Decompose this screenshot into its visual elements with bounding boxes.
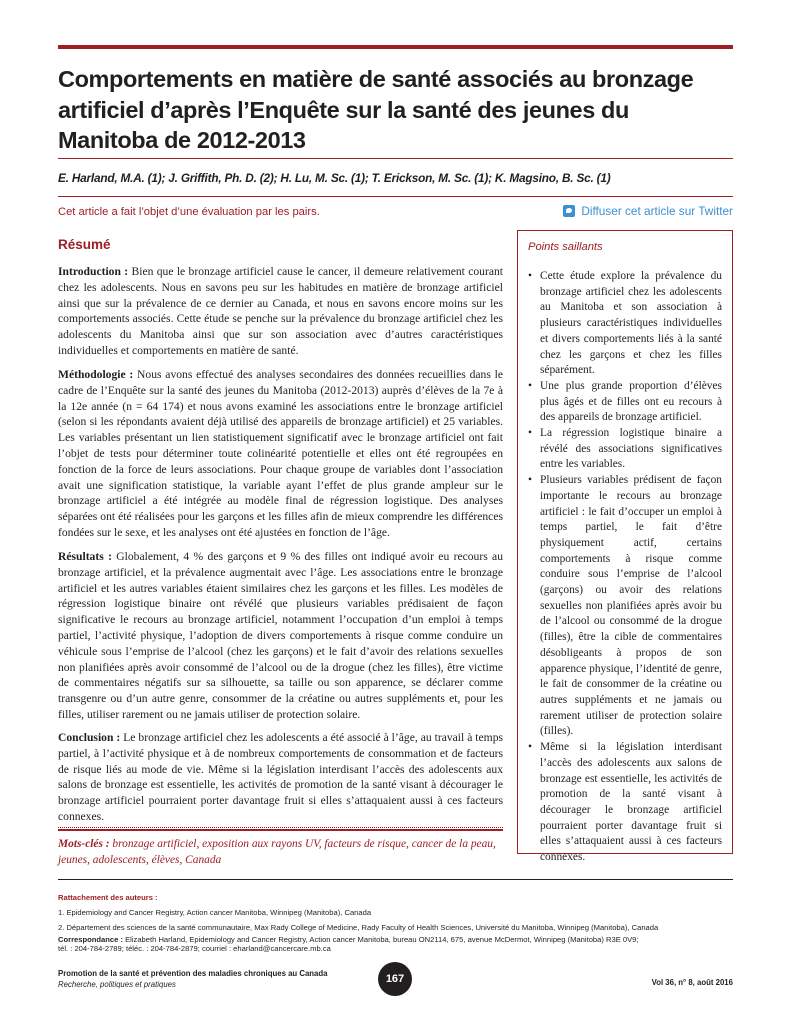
keywords-text: bronzage artificiel, exposition aux rayons UV, facteurs de risque, cancer de la peau, jeunes, adolescents, élèves, Canada xyxy=(58,838,496,866)
abstract-conclusion xyxy=(58,730,503,825)
journal-subtitle: Recherche, politiques et pratiques xyxy=(58,979,176,989)
affiliations-heading: Rattachement des auteurs : xyxy=(58,893,158,902)
top-rule xyxy=(58,45,733,49)
highlight-item: • La régression logistique binaire a révélé des associations significatives entre les variables. xyxy=(528,426,722,473)
highlights-box xyxy=(517,230,733,864)
abstract-introduction xyxy=(58,264,503,359)
journal-name: Promotion de la santé et prévention des maladies chroniques au Canada xyxy=(58,969,328,978)
methodology-lead: Méthodologie : xyxy=(58,368,134,381)
highlight-item: • Cette étude explore la prévalence du bronzage artificiel chez les adolescents au Manitoba et son association à plusieurs caractéristiques individuelles et divers comportements liés à la santé chez les garçons et chez les filles séparément. xyxy=(528,269,722,379)
correspondence-contact: tél. : 204-784-2789; téléc. : 204-784-2879; courriel : eharland@cancercare.mb.ca xyxy=(58,944,331,953)
affiliation-1: 1. Epidemiology and Cancer Registry, Action cancer Manitoba, Winnipeg (Manitoba), Canada xyxy=(58,908,372,917)
peer-review-note: Cet article a fait l’objet d’une évaluation par les pairs. xyxy=(58,206,320,218)
footer-journal xyxy=(58,969,328,990)
highlight-item: • Même si la législation interdisant l’accès des adolescents aux salons de bronzage est essentielle, les activités de promotion de la santé visant à décourager le bronzage artificiel pourraient porter davantage fruit si elles s’attaquaient aussi à ces facteurs connexes. xyxy=(528,740,722,866)
volume-info: Vol 36, n° 8, août 2016 xyxy=(651,978,733,987)
correspondence-lead: Correspondance : xyxy=(58,935,123,944)
methodology-text: Nous avons effectué des analyses secondaires des données recueillies dans le cadre de l’Enquête sur la santé des jeunes du Manitoba (2012-2013) auprès d’élèves de la 7e à la 12e année (n = 64 174) et nous avons examiné les associations entre le bronzage artificiel (selon si les répondants avaient déjà utilisé des appareils de bronzage artificiel) et 25 variables. Les variables présentant un lien statistiquement significatif avec le bronzage artificiel ont fait l’objet de tests pour déterminer toute colinéarité potentielle et elles ont été regroupées en fonction de la force de leurs associations. Pour chaque groupe de variables dont l’association avait une signification statistique, la variable ayant l’effet de plus grande ampleur sur le bronzage artificiel a été intégrée au modèle final de régression logistique. Des analyses séparées ont été réalisées pour les garçons et les filles afin de mieux comprendre les différences fondées sur le sexe, et les analyses ont été ajustées en fonction de l’âge. xyxy=(58,368,503,539)
article-title: Comportements en matière de santé associés au bronzage artificiel d’après l’Enquête sur la santé des jeunes du Manitoba de 2012-2013 xyxy=(58,66,694,153)
page-number: 167 xyxy=(378,962,412,996)
twitter-share-link[interactable] xyxy=(563,204,733,218)
results-lead: Résultats : xyxy=(58,550,112,563)
twitter-icon xyxy=(563,205,575,217)
introduction-lead: Introduction : xyxy=(58,265,129,278)
conclusion-lead: Conclusion : xyxy=(58,731,121,744)
author-affiliations xyxy=(58,893,733,953)
correspondence-text: Elizabeth Harland, Epidemiology and Cancer Registry, Action cancer Manitoba, bureau ON2114, 675, avenue McDermot, Winnipeg (Manitoba) R3E 0V9; xyxy=(122,935,639,944)
title-divider xyxy=(58,158,733,159)
highlight-item: • Une plus grande proportion d’élèves plus âgés et de filles ont eu recours à des appareils de bronzage artificiel. xyxy=(528,379,722,426)
conclusion-text: Le bronzage artificiel chez les adolescents a été associé à l’âge, au travail à temps partiel, à l’activité physique et à de nombreux comportements de consommation et de facteurs de risque liés au mode de vie. Même si la législation interdisant l’accès des adolescents aux salons de bronzage est essentielle, les activités de promotion de la santé visant à décourager le bronzage artificiel pourraient porter davantage fruit si elles s’attaquaient aussi à ces facteurs connexes. xyxy=(58,731,504,823)
affiliation-2: 2. Département des sciences de la santé communautaire, Max Rady College of Medicine, Rady Faculty of Health Sciences, Université du Manitoba, Winnipeg (Manitoba), Canada xyxy=(58,923,659,932)
abstract-results xyxy=(58,549,503,723)
keywords xyxy=(58,829,503,868)
author-list: E. Harland, M.A. (1); J. Griffith, Ph. D. (2); H. Lu, M. Sc. (1); T. Erickson, M. Sc. (1); K. Magsino, B. Sc. (1) xyxy=(58,171,611,185)
twitter-share-label: Diffuser cet article sur Twitter xyxy=(581,204,733,218)
highlights-title: Points saillants xyxy=(528,241,603,253)
results-text: Globalement, 4 % des garçons et 9 % des filles ont indiqué avoir eu recours au bronzage artificiel, et la prévalence augmentait avec l’âge. Les associations entre le bronzage artificiel et les autres variables étaient similaires chez les garçons et les filles. Les modèles de régression logistique binaire ont révélé que plusieurs variables prédisaient de façon significative le recours au bronzage artificiel, notamment l’occupation d’un emploi à temps partiel, l’activité physique, l’adoption de divers comportements à risque comme conduire un véhicule sous l’emprise de l’alcool (chez les garçons) et le fait d’avoir des relations sexuelles non planifiées après avoir consommé de l’alcool ou de la drogue (chez les filles), être victime de commentaires négatifs sur sa silhouette, sa taille ou son apparence, se déclarer comme transgenre ou d’un autre genre, consommer de la créatine ou autres suppléments et, pour les filles, utiliser rarement ou ne jamais utiliser de protection solaire. xyxy=(58,550,503,721)
highlight-item: • Plusieurs variables prédisent de façon importante le recours au bronzage artificiel : le fait d’occuper un emploi à temps partiel, le fait d’être physiquement actif, certains comportements à risque comme conduire sous l’emprise de l’alcool (garçons) ou avoir des relations sexuelles non planifiées après avoir bu de l’alcool ou consommé de la drogue (filles), être la cible de commentaires désobligeants à propos de son apparence physique, l’identité de genre, le fait de consommer de la créatine ou autres suppléments et ne jamais ou rarement utiliser de protection solaire (filles). xyxy=(528,473,722,740)
keywords-lead: Mots-clés : xyxy=(58,838,110,850)
footnote-divider xyxy=(58,879,733,880)
abstract-methodology xyxy=(58,367,503,541)
author-divider xyxy=(58,196,733,197)
introduction-text: Bien que le bronzage artificiel cause le cancer, il demeure relativement courant chez les adolescents. Nous en savons peu sur les habitudes en matière de bronzage artificiel ainsi que sur la prévalence de ce dernier au Canada, et nous en savons encore moins sur les comportements associés. Cette étude se penche sur la prévalence du bronzage artificiel chez les adolescents du Manitoba ainsi que sur son association avec d’autres caractéristiques individuelles et comportements en matière de santé. xyxy=(58,265,503,357)
highlights-list xyxy=(528,269,722,866)
abstract-heading: Résumé xyxy=(58,237,111,252)
correspondence xyxy=(58,935,733,944)
